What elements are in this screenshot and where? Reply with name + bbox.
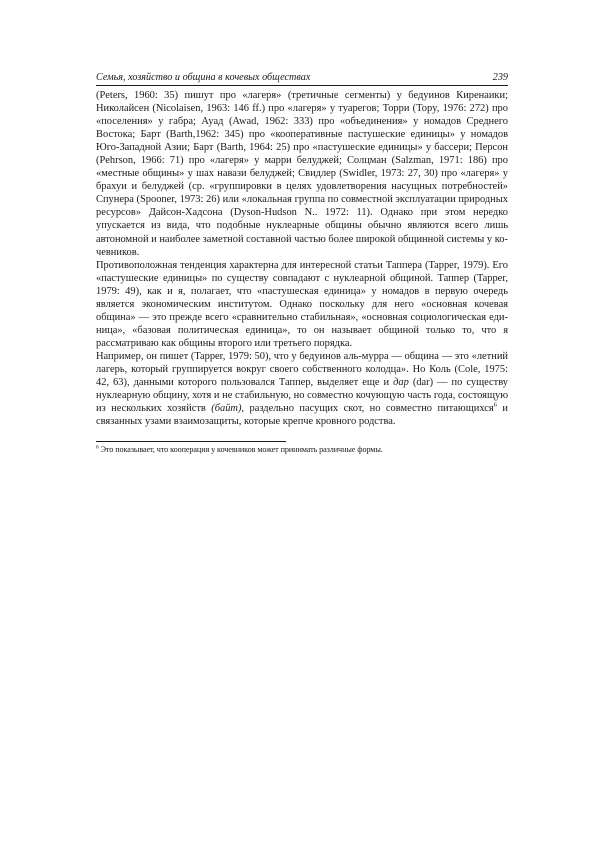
footnote <box>96 445 508 455</box>
running-header <box>96 72 508 86</box>
paragraph-3-text-b: (dar) — по существу нуклеарную общину, хотя и не стабильную, но совместно кочующую часть года, состоящую из нескольких хозяйств <box>96 377 508 415</box>
paragraph-2: Противоположная тенденция характерна для интересной статьи Таппера (Tapper, 1979). Его «пастушеские единицы» по существу совпадают с нуклеарной общиной. Таппер (Tapper, 1979: 49), как и я, полагает, что «пастушеская единица» у номадов в первую очередь является экономическим институтом. Однако поскольку для него «основная кочевая община» — это прежде всего «сравнительно стабильная», «основная социологическая единица», «базовая политическая единица», то он называет общиной только то, что я рассматриваю как общины второго или третьего порядка. <box>96 259 508 349</box>
paragraph-3 <box>96 350 508 428</box>
paragraph-3-italic-bait: (байт), <box>211 403 245 415</box>
footnote-divider <box>96 441 286 442</box>
paragraph-3-text-c: раздельно пасущих скот, но совместно питающихся <box>244 403 494 415</box>
body-text <box>96 89 508 428</box>
footnote-reference[interactable]: 6 <box>493 401 497 409</box>
running-header-title: Семья, хозяйство и община в кочевых обществах <box>96 72 311 83</box>
paragraph-1: (Peters, 1960: 35) пишут про «лагеря» (третичные сегменты) у бедуинов Киренаики; Николайсен (Nicolaisen, 1963: 146 ff.) про «лагеря» у туарегов; Торри (Topy, 1976: 272) про «поселения» у габра; Ауад (Awad, 1962: 333) про «объединения» у номадов Среднего Востока; Барт (Barth,1962: 345) про «кооперативные пастушеские единицы» у номадов Юго-Западной Азии; Барт (Barth, 1964: 25) про «пастушеские единицы» у бассери; Персон (Pehrson, 1966: 71) про «лагеря» у марри белуджей; Солцман (Salzman, 1971: 186) про «местные общины» у шах навази белуджей; Свидлер (Swidler, 1973: 27, 30) про «лагеря» у брахуи и белуджей (ср. «группировки в целях удовлетворения насущных потребностей» Спунера (Spooner, 1973: 26) или «локальная группа по совместной эксплуатации природных ресурсов» Дайсон-Хадсона (Dyson-Hudson N.. 1972: 11). Однако при этом нередко упускается из вида, что подобные нуклеарные общины обычно являются всего лишь автономной и наиболее заметной составной частью более широкой общинной системы у кочевников. <box>96 90 508 258</box>
footnote-text: Это показывает, что кооперация у кочевников может принимать различные формы. <box>98 445 383 455</box>
paragraph-3-italic-dar: дар <box>393 377 409 389</box>
book-page <box>96 72 508 455</box>
paragraph-3-text-a: Например, он пишет (Tapper, 1979: 50), что у бедуинов аль-мурра — община — это «летний лагерь, который группируется вокруг своего собственного колодца». Но Коль (Cole, 1975: 42, 63), данными которого пользовался Таппер, выделяет еще и <box>96 350 508 389</box>
footnote-number: 6 <box>96 444 99 451</box>
paragraph-3-text-d: и связанных узами взаимозащиты, которые крепче кровного родства. <box>96 403 508 428</box>
page-number: 239 <box>492 72 508 83</box>
